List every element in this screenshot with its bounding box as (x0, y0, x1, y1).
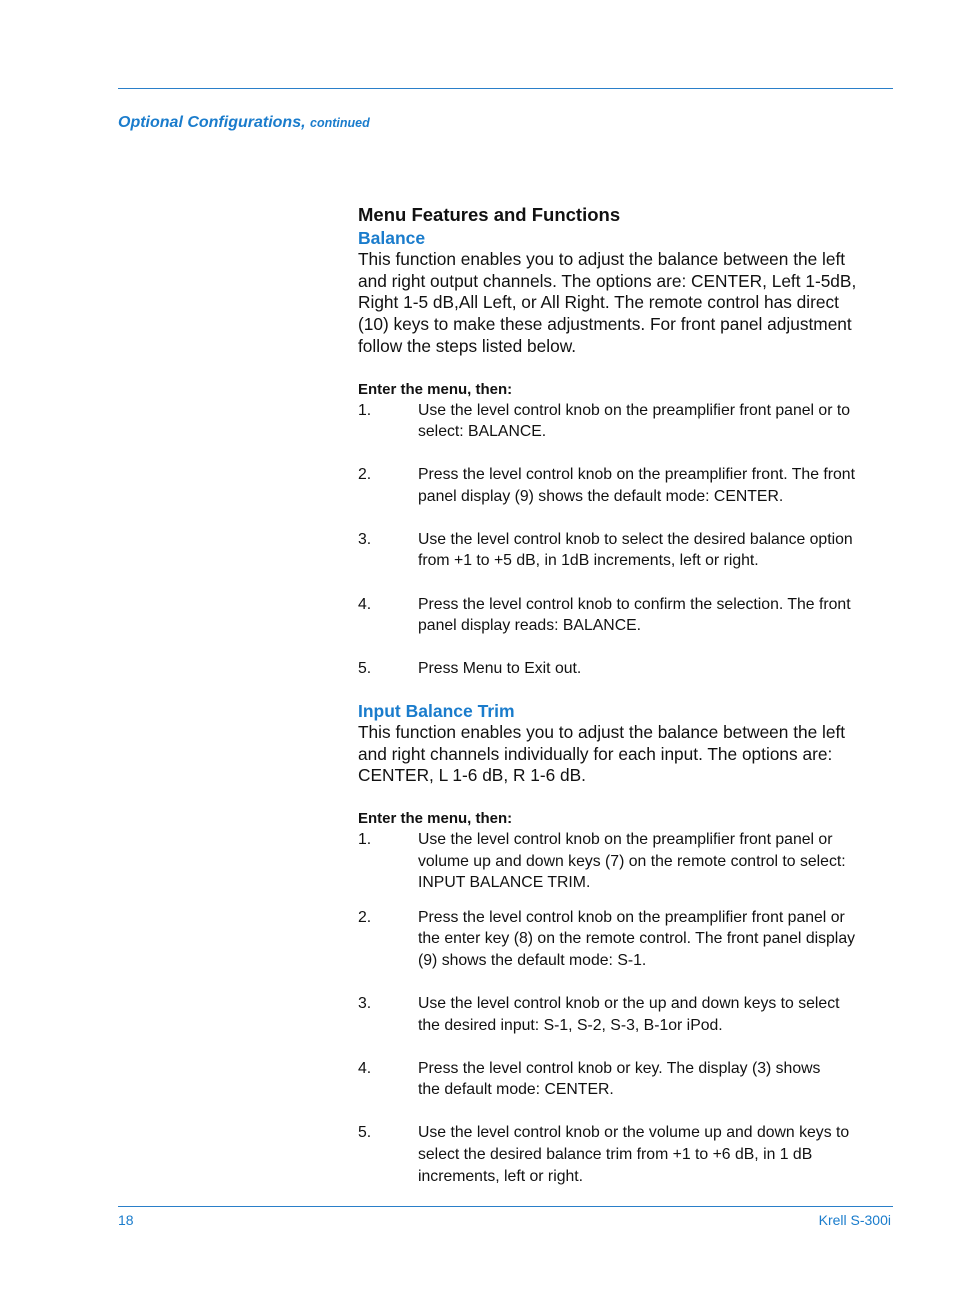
input-balance-trim-description-line: and right channels individually for each input. The options are: (358, 743, 833, 764)
balance-description-line: and right output channels. The options are: CENTER, Left 1-5dB, (358, 270, 857, 291)
step-line: Use the level control knob or the up and down keys to select (418, 995, 840, 1013)
step-line: panel display (9) shows the default mode: CENTER. (418, 487, 784, 505)
step-number: 4. (358, 595, 372, 613)
list-item (358, 1058, 898, 1101)
page-content (358, 203, 898, 1187)
balance-description-line: follow the steps listed below. (358, 335, 577, 356)
step-line: Press the level control knob on the preamplifier front. The front (418, 466, 855, 484)
footer-rule (118, 1206, 893, 1207)
list-item (358, 400, 898, 443)
step-line: INPUT BALANCE TRIM. (418, 874, 591, 892)
step-text (418, 464, 898, 507)
list-item (358, 829, 898, 894)
step-text (418, 594, 898, 637)
step-line: the enter key (8) on the remote control. The front panel display (418, 930, 855, 948)
step-text (418, 1122, 898, 1187)
step-line: Press the level control knob or key. The display (3) shows (418, 1059, 821, 1077)
step-text (418, 907, 898, 972)
step-text (418, 658, 898, 680)
list-item (358, 658, 898, 680)
step-text (418, 829, 898, 894)
step-line: increments, left or right. (418, 1167, 584, 1185)
step-line: (9) shows the default mode: S-1. (418, 951, 647, 969)
step-line: from +1 to +5 dB, in 1dB increments, left or right. (418, 552, 759, 570)
input-balance-trim-steps (358, 829, 898, 1187)
step-text (418, 1058, 898, 1101)
step-text (418, 993, 898, 1036)
step-line: Press the level control knob on the preamplifier front panel or (418, 908, 845, 926)
step-line: Use the level control knob to select the desired balance option (418, 530, 853, 548)
balance-description-line: (10) keys to make these adjustments. For front panel adjustment (358, 314, 852, 335)
step-number: 2. (358, 908, 372, 926)
input-balance-trim-section (358, 700, 898, 1187)
balance-heading: Balance (358, 228, 426, 248)
list-item (358, 464, 898, 507)
step-number: 1. (358, 830, 372, 848)
input-balance-trim-description-line: This function enables you to adjust the balance between the left (358, 721, 846, 742)
step-line: Use the level control knob on the preamplifier front panel or (418, 830, 833, 848)
step-line: Use the level control knob or the volume up and down keys to (418, 1124, 850, 1142)
step-line: the default mode: CENTER. (418, 1081, 614, 1099)
product-name: Krell S-300i (818, 1212, 891, 1228)
list-item (358, 907, 898, 972)
balance-section (358, 227, 898, 680)
balance-enter-label: Enter the menu, then: (358, 380, 513, 398)
list-item (358, 993, 898, 1036)
running-header (118, 114, 370, 132)
step-line: volume up and down keys (7) on the remote control to select: (418, 852, 846, 870)
step-line: Use the level control knob on the preamplifier front panel or to (418, 401, 851, 419)
step-line: the desired input: S-1, S-2, S-3, B-1or iPod. (418, 1016, 723, 1034)
step-line: select the desired balance trim from +1 to +6 dB, in 1 dB (418, 1146, 813, 1163)
running-header-continued: continued (310, 116, 370, 130)
balance-description-line: Right 1-5 dB,All Left, or All Right. The remote control has direct (358, 292, 839, 313)
step-number: 4. (358, 1059, 372, 1077)
step-number: 3. (358, 995, 372, 1013)
step-number: 5. (358, 1124, 372, 1142)
header-rule (118, 88, 893, 89)
step-text (418, 400, 898, 443)
step-number: 3. (358, 530, 372, 548)
list-item (358, 594, 898, 637)
input-balance-trim-description-line: CENTER, L 1-6 dB, R 1-6 dB. (358, 765, 586, 786)
balance-description-line: This function enables you to adjust the balance between the left (358, 249, 846, 269)
step-text (418, 529, 898, 572)
step-number: 2. (358, 466, 372, 484)
step-number: 1. (358, 401, 372, 419)
step-line: Press Menu to Exit out. (418, 660, 582, 678)
running-header-title: Optional Configurations, (118, 114, 306, 131)
balance-steps (358, 400, 898, 680)
input-balance-trim-description (358, 722, 898, 787)
input-balance-trim-heading: Input Balance Trim (358, 700, 515, 721)
step-line: select: BALANCE. (418, 423, 547, 441)
balance-description (358, 249, 898, 358)
input-balance-trim-enter-label: Enter the menu, then: (358, 809, 513, 827)
list-item (358, 1122, 898, 1187)
list-item (358, 529, 898, 572)
page-title: Menu Features and Functions (358, 204, 621, 225)
step-number: 5. (358, 660, 372, 678)
step-line: Press the level control knob to confirm the selection. The front (418, 595, 851, 613)
page-number: 18 (118, 1212, 134, 1228)
step-line: panel display reads: BALANCE. (418, 617, 642, 635)
